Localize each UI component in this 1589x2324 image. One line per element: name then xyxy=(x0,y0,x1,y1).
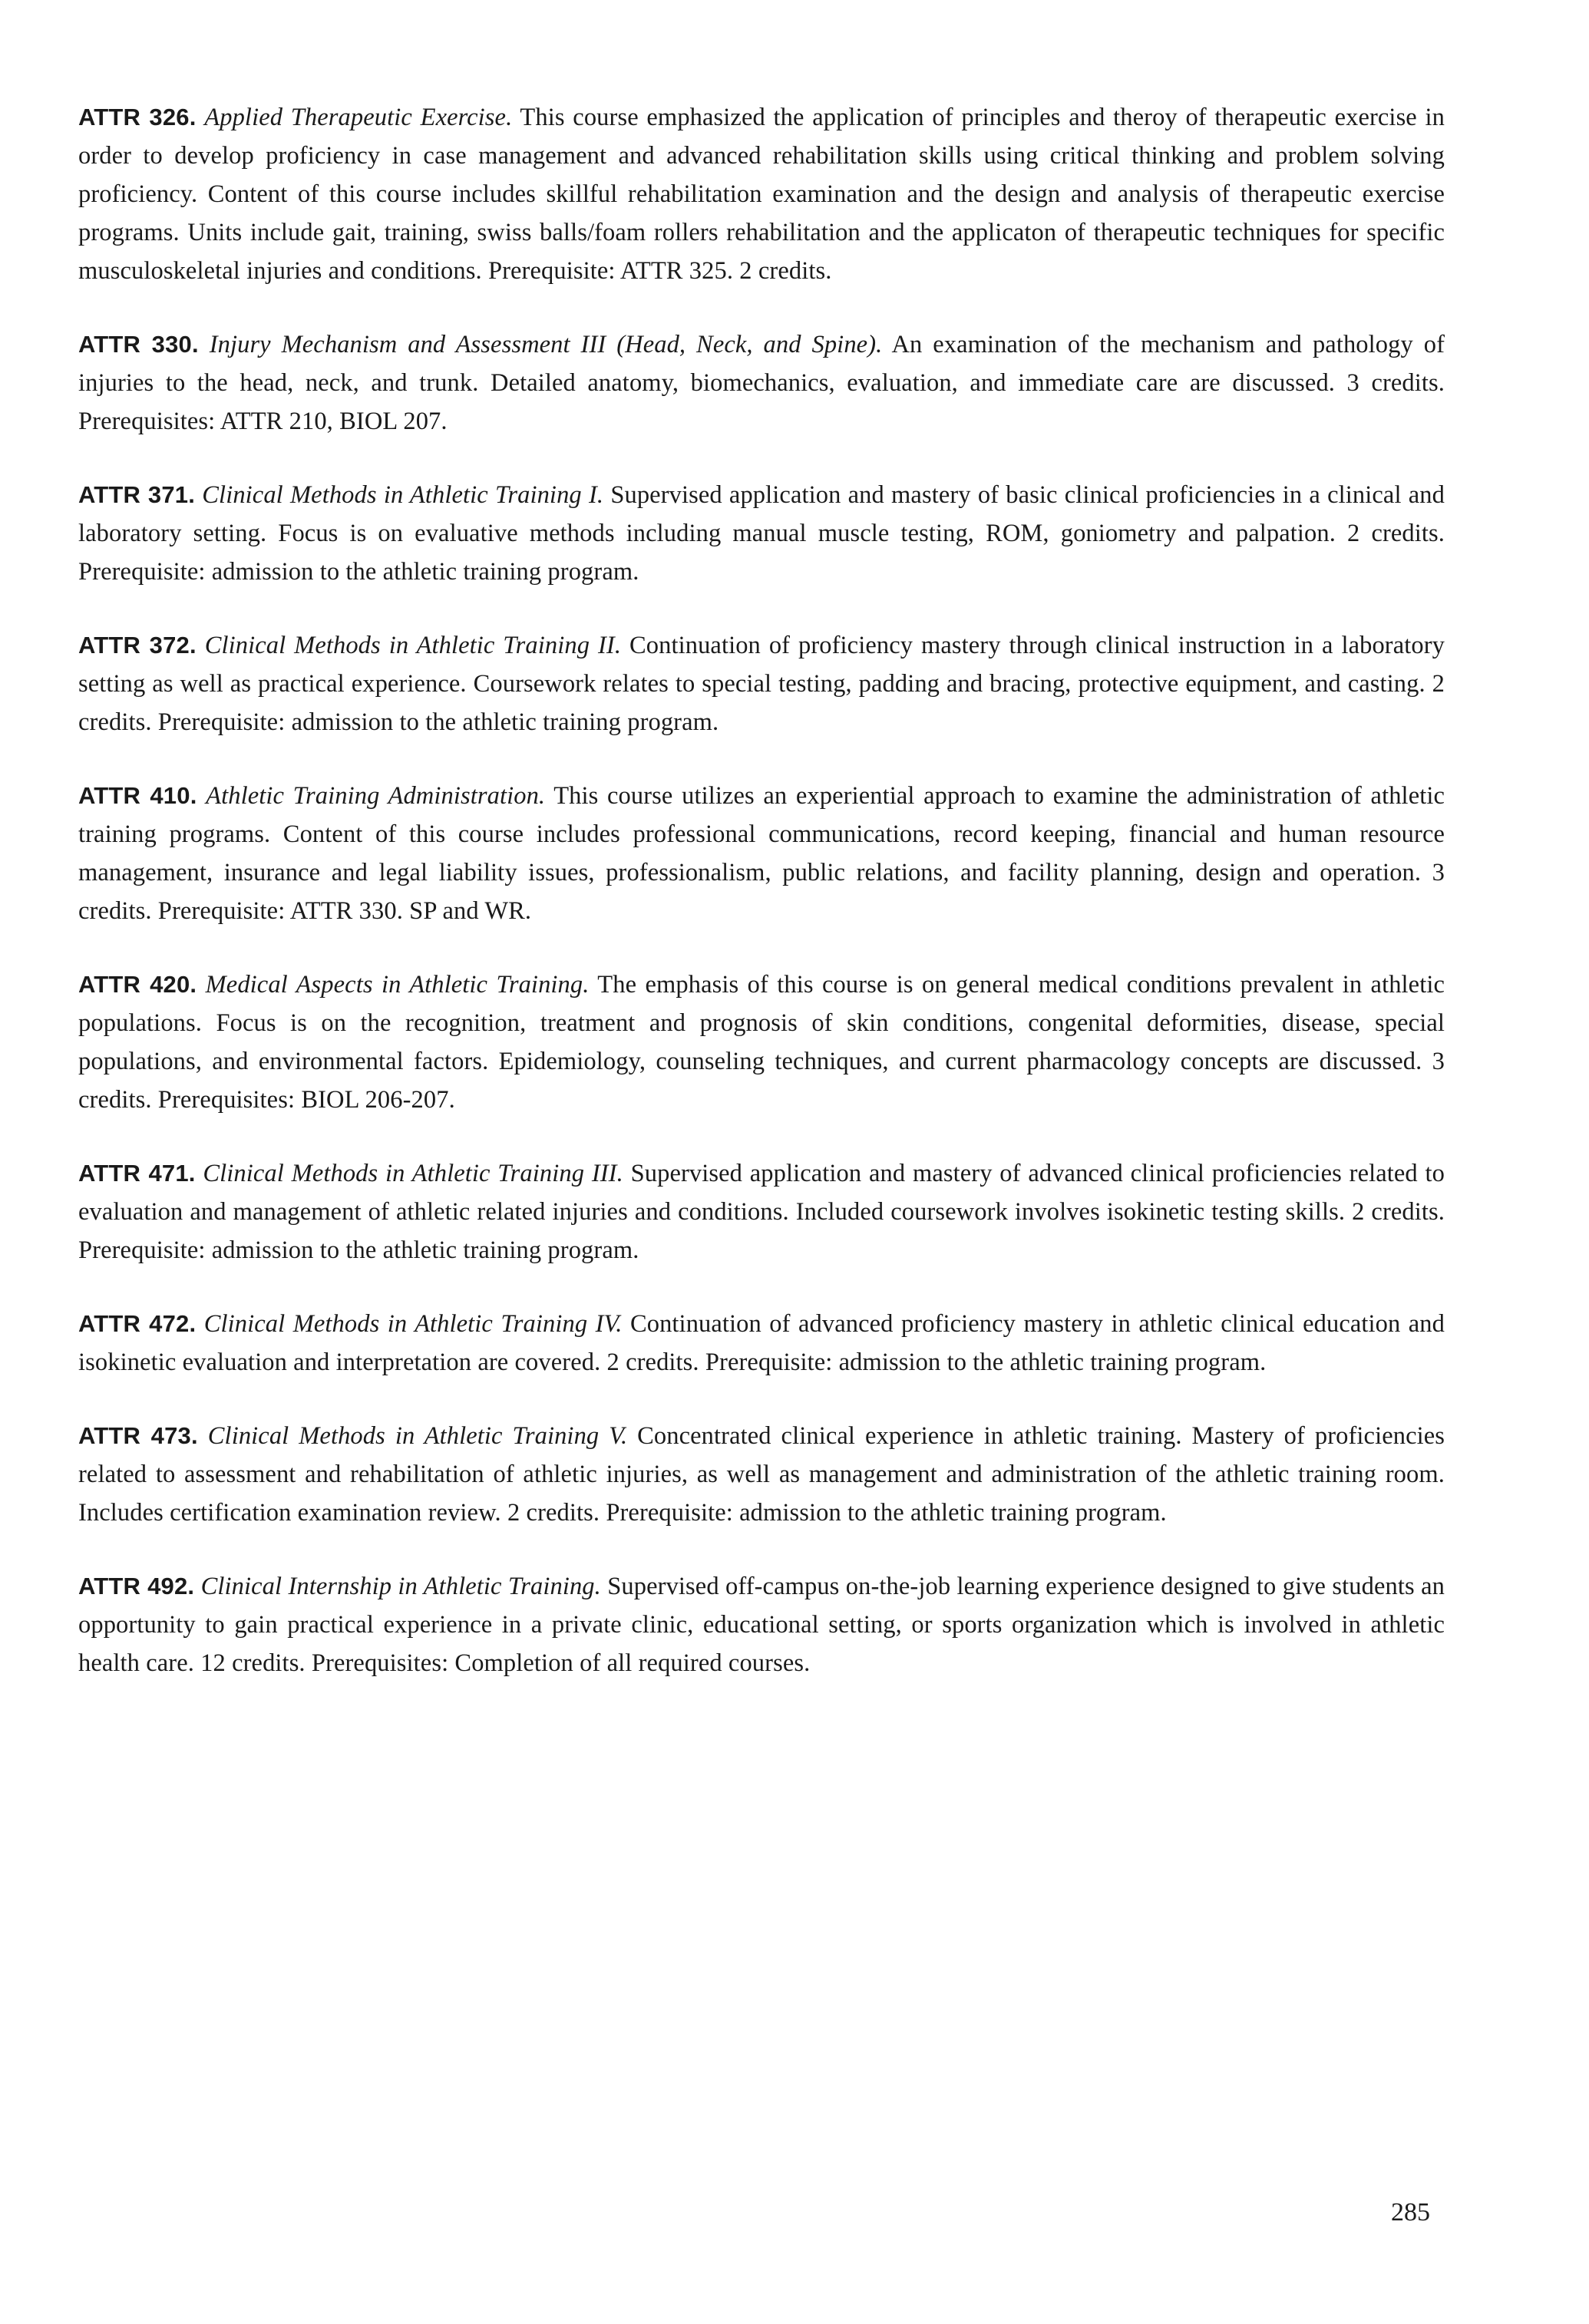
course-entry-attr-473 xyxy=(78,1417,1445,1532)
course-description: Continuation of proficiency mastery through clinical instruction in a laboratory setting as well as practical experience. Coursework relates to special testing, padding and bracing, protective equipment, and casting. 2 credits. Prerequisite: admission to the athletic training program. xyxy=(78,632,1445,736)
course-entry-attr-372 xyxy=(78,626,1445,741)
course-catalog-page xyxy=(78,98,1445,1718)
page-number: 285 xyxy=(1391,2198,1430,2227)
course-code: ATTR 473. xyxy=(78,1422,198,1449)
course-description: This course emphasized the application of principles and theroy of therapeutic exercise in order to develop proficiency in case management and advanced rehabilitation skills using critical thinking and problem solving proficiency. Content of this course includes skillful rehabilitation examination and the design and analysis of therapeutic exercise programs. Units include gait, training, swiss balls/foam rollers rehabilitation and the applicaton of therapeutic techniques for specific musculoskeletal injuries and conditions. Prerequisite: ATTR 325. 2 credits. xyxy=(78,104,1445,285)
course-title: Clinical Methods in Athletic Training IV. xyxy=(203,1310,623,1338)
course-entry-attr-492 xyxy=(78,1567,1445,1682)
course-description: Concentrated clinical experience in athletic training. Mastery of proficiencies related to assessment and rehabilitation of athletic injuries, as well as management and administration of the athletic training room. Includes certification examination review. 2 credits. Prerequisite: admission to the athletic training program. xyxy=(78,1422,1445,1527)
course-description: An examination of the mechanism and pathology of injuries to the head, neck, and trunk. Detailed anatomy, biomechanics, evaluation, and immediate care are discussed. 3 credits. Prerequisites: ATTR 210, BIOL 207. xyxy=(78,331,1445,435)
course-title: Clinical Methods in Athletic Training I. xyxy=(202,481,604,509)
course-entry-attr-330 xyxy=(78,325,1445,441)
course-entry-attr-420 xyxy=(78,966,1445,1119)
course-code: ATTR 410. xyxy=(78,782,197,809)
course-description: The emphasis of this course is on general medical conditions prevalent in athletic populations. Focus is on the recognition, treatment and prognosis of skin conditions, congenital deformities, disease, special populations, and environmental factors. Epidemiology, counseling techniques, and current pharmacology concepts are discussed. 3 credits. Prerequisites: BIOL 206-207. xyxy=(78,971,1445,1114)
course-code: ATTR 492. xyxy=(78,1573,195,1599)
course-description: Supervised application and mastery of basic clinical proficiencies in a clinical and laboratory setting. Focus is on evaluative methods including manual muscle testing, ROM, goniometry and palpation. 2 credits. Prerequisite: admission to the athletic training program. xyxy=(78,481,1445,586)
course-title: Clinical Methods in Athletic Training II. xyxy=(204,632,622,659)
course-code: ATTR 420. xyxy=(78,971,197,998)
course-title: Clinical Methods in Athletic Training III. xyxy=(203,1160,623,1187)
course-code: ATTR 372. xyxy=(78,632,197,659)
course-code: ATTR 326. xyxy=(78,104,197,130)
course-title: Applied Therapeutic Exercise. xyxy=(204,104,513,131)
course-entry-attr-472 xyxy=(78,1305,1445,1382)
course-entry-attr-326 xyxy=(78,98,1445,290)
course-entry-attr-410 xyxy=(78,777,1445,930)
course-description: Continuation of advanced proficiency mastery in athletic clinical education and isokinetic evaluation and interpretation are covered. 2 credits. Prerequisite: admission to the athletic training program. xyxy=(78,1310,1445,1376)
course-description: This course utilizes an experiential approach to examine the administration of athletic training programs. Content of this course includes professional communications, record keeping, financial and human resource management, insurance and legal liability issues, professionalism, public relations, and facility planning, design and operation. 3 credits. Prerequisite: ATTR 330. SP and WR. xyxy=(78,782,1445,925)
course-code: ATTR 471. xyxy=(78,1160,196,1187)
course-title: Medical Aspects in Athletic Training. xyxy=(205,971,590,999)
course-code: ATTR 330. xyxy=(78,331,199,358)
course-title: Athletic Training Administration. xyxy=(206,782,546,810)
course-description: Supervised application and mastery of advanced clinical proficiencies related to evaluation and management of athletic related injuries and conditions. Included coursework involves isokinetic testing skills. 2 credits. Prerequisite: admission to the athletic training program. xyxy=(78,1160,1445,1264)
course-title: Clinical Internship in Athletic Training. xyxy=(200,1573,601,1600)
course-title: Injury Mechanism and Assessment III (Head, Neck, and Spine). xyxy=(209,331,883,358)
course-code: ATTR 371. xyxy=(78,481,196,508)
course-title: Clinical Methods in Athletic Training V. xyxy=(207,1422,628,1450)
course-entry-attr-371 xyxy=(78,476,1445,591)
course-code: ATTR 472. xyxy=(78,1310,197,1337)
course-entry-attr-471 xyxy=(78,1154,1445,1269)
course-description: Supervised off-campus on-the-job learning experience designed to give students an opportunity to gain practical experience in a private clinic, educational setting, or sports organization which is involved in athletic health care. 12 credits. Prerequisites: Completion of all required courses. xyxy=(78,1573,1445,1677)
